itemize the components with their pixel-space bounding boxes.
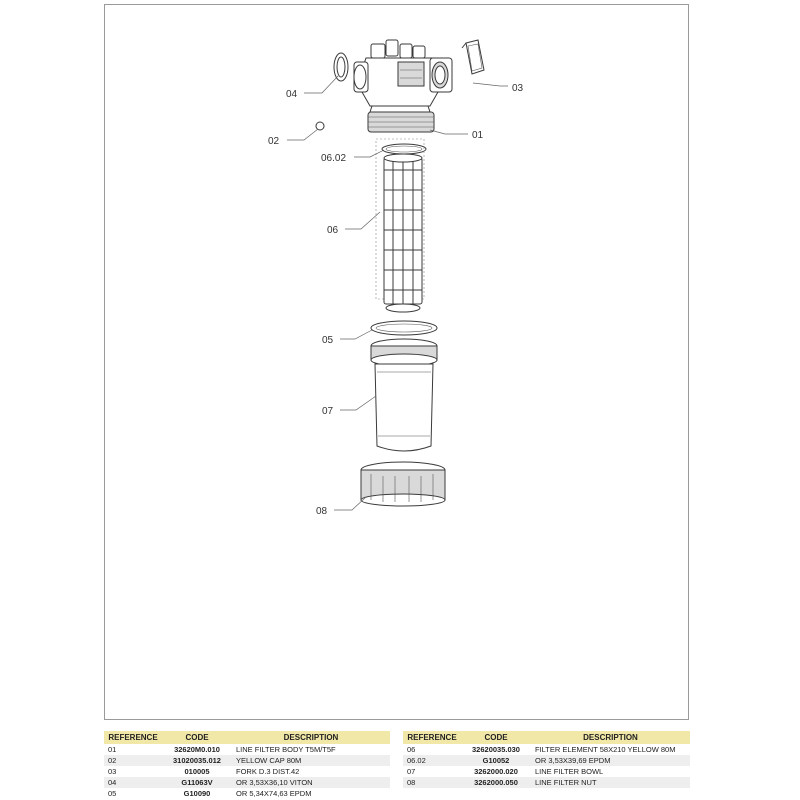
table-row [104,744,390,755]
cell-ref: 04 [104,777,162,788]
leader-05 [340,330,372,339]
cell-ref: 07 [407,767,416,776]
cell-ref: 05 [108,789,117,798]
cell-code: G10090 [183,789,211,798]
leader-04 [304,76,338,93]
cell-code: 32620M0.010 [174,745,220,754]
leader-01 [430,130,468,134]
cell-ref: 08 [403,777,461,788]
cell-ref: 06 [407,745,416,754]
leader-02 [287,129,318,140]
cell-desc: FORK D.3 DIST.42 [236,767,300,776]
header-description: DESCRIPTION [531,731,690,744]
header-reference: REFERENCE [403,731,461,744]
cell-desc: LINE FILTER BODY T5M/T5F [236,745,336,754]
table-row [104,788,390,799]
table-row [403,744,690,755]
callout-01: 01 [472,130,484,141]
table-row [104,766,390,777]
callout-07: 07 [322,406,334,417]
callout-02: 02 [268,136,280,147]
cell-code: G10052 [461,755,531,766]
cell-ref: 02 [104,755,162,766]
table-row [104,755,390,766]
filter-element-part [376,139,424,312]
header-reference: REFERENCE [104,731,162,744]
cell-desc: YELLOW CAP 80M [232,755,390,766]
table-row [403,777,690,788]
table-row [104,777,390,788]
cell-desc: OR 3,53X36,10 VITON [232,777,390,788]
leader-03 [473,83,508,86]
cell-code: G11063V [162,777,232,788]
cell-desc: OR 5,34X74,63 EPDM [236,789,312,798]
o-ring-epdm-part [371,321,437,335]
o-ring-element-top-part [382,144,426,154]
fork-clip-part [462,40,484,74]
callout-06: 06 [327,225,339,236]
filter-body-part [354,40,452,132]
table-header-row [403,731,690,744]
cell-desc: LINE FILTER BOWL [535,767,604,776]
cell-ref: 01 [108,745,117,754]
cell-desc: FILTER ELEMENT 58X210 YELLOW 80M [535,745,676,754]
table-row [403,766,690,777]
parts-table-left [104,731,390,799]
leader-06 [345,212,380,229]
callout-0602: 06.02 [321,153,347,164]
header-description: DESCRIPTION [232,731,390,744]
header-code: CODE [162,731,232,744]
header-code: CODE [461,731,531,744]
table-row [403,755,690,766]
cell-code: 3262000.050 [461,777,531,788]
filter-bowl-part [371,339,437,451]
callout-03: 03 [512,83,524,94]
cell-code: 3262000.020 [474,767,518,776]
leader-07 [340,396,376,410]
cell-code: 010005 [184,767,210,776]
cell-desc: LINE FILTER NUT [531,777,690,788]
o-ring-viton-part [334,53,348,81]
callout-05: 05 [322,335,334,346]
leader-0602 [354,150,384,157]
cell-ref: 03 [108,767,117,776]
cell-code: 32620035.030 [472,745,520,754]
cell-desc: OR 3,53X39,69 EPDM [531,755,690,766]
cell-ref: 06.02 [403,755,461,766]
table-header-row [104,731,390,744]
filter-nut-part [361,462,445,506]
callout-04: 04 [286,89,298,100]
cell-code: 31020035.012 [162,755,232,766]
yellow-cap-part [316,122,324,130]
parts-table-right [403,731,690,788]
callout-08: 08 [316,506,328,517]
